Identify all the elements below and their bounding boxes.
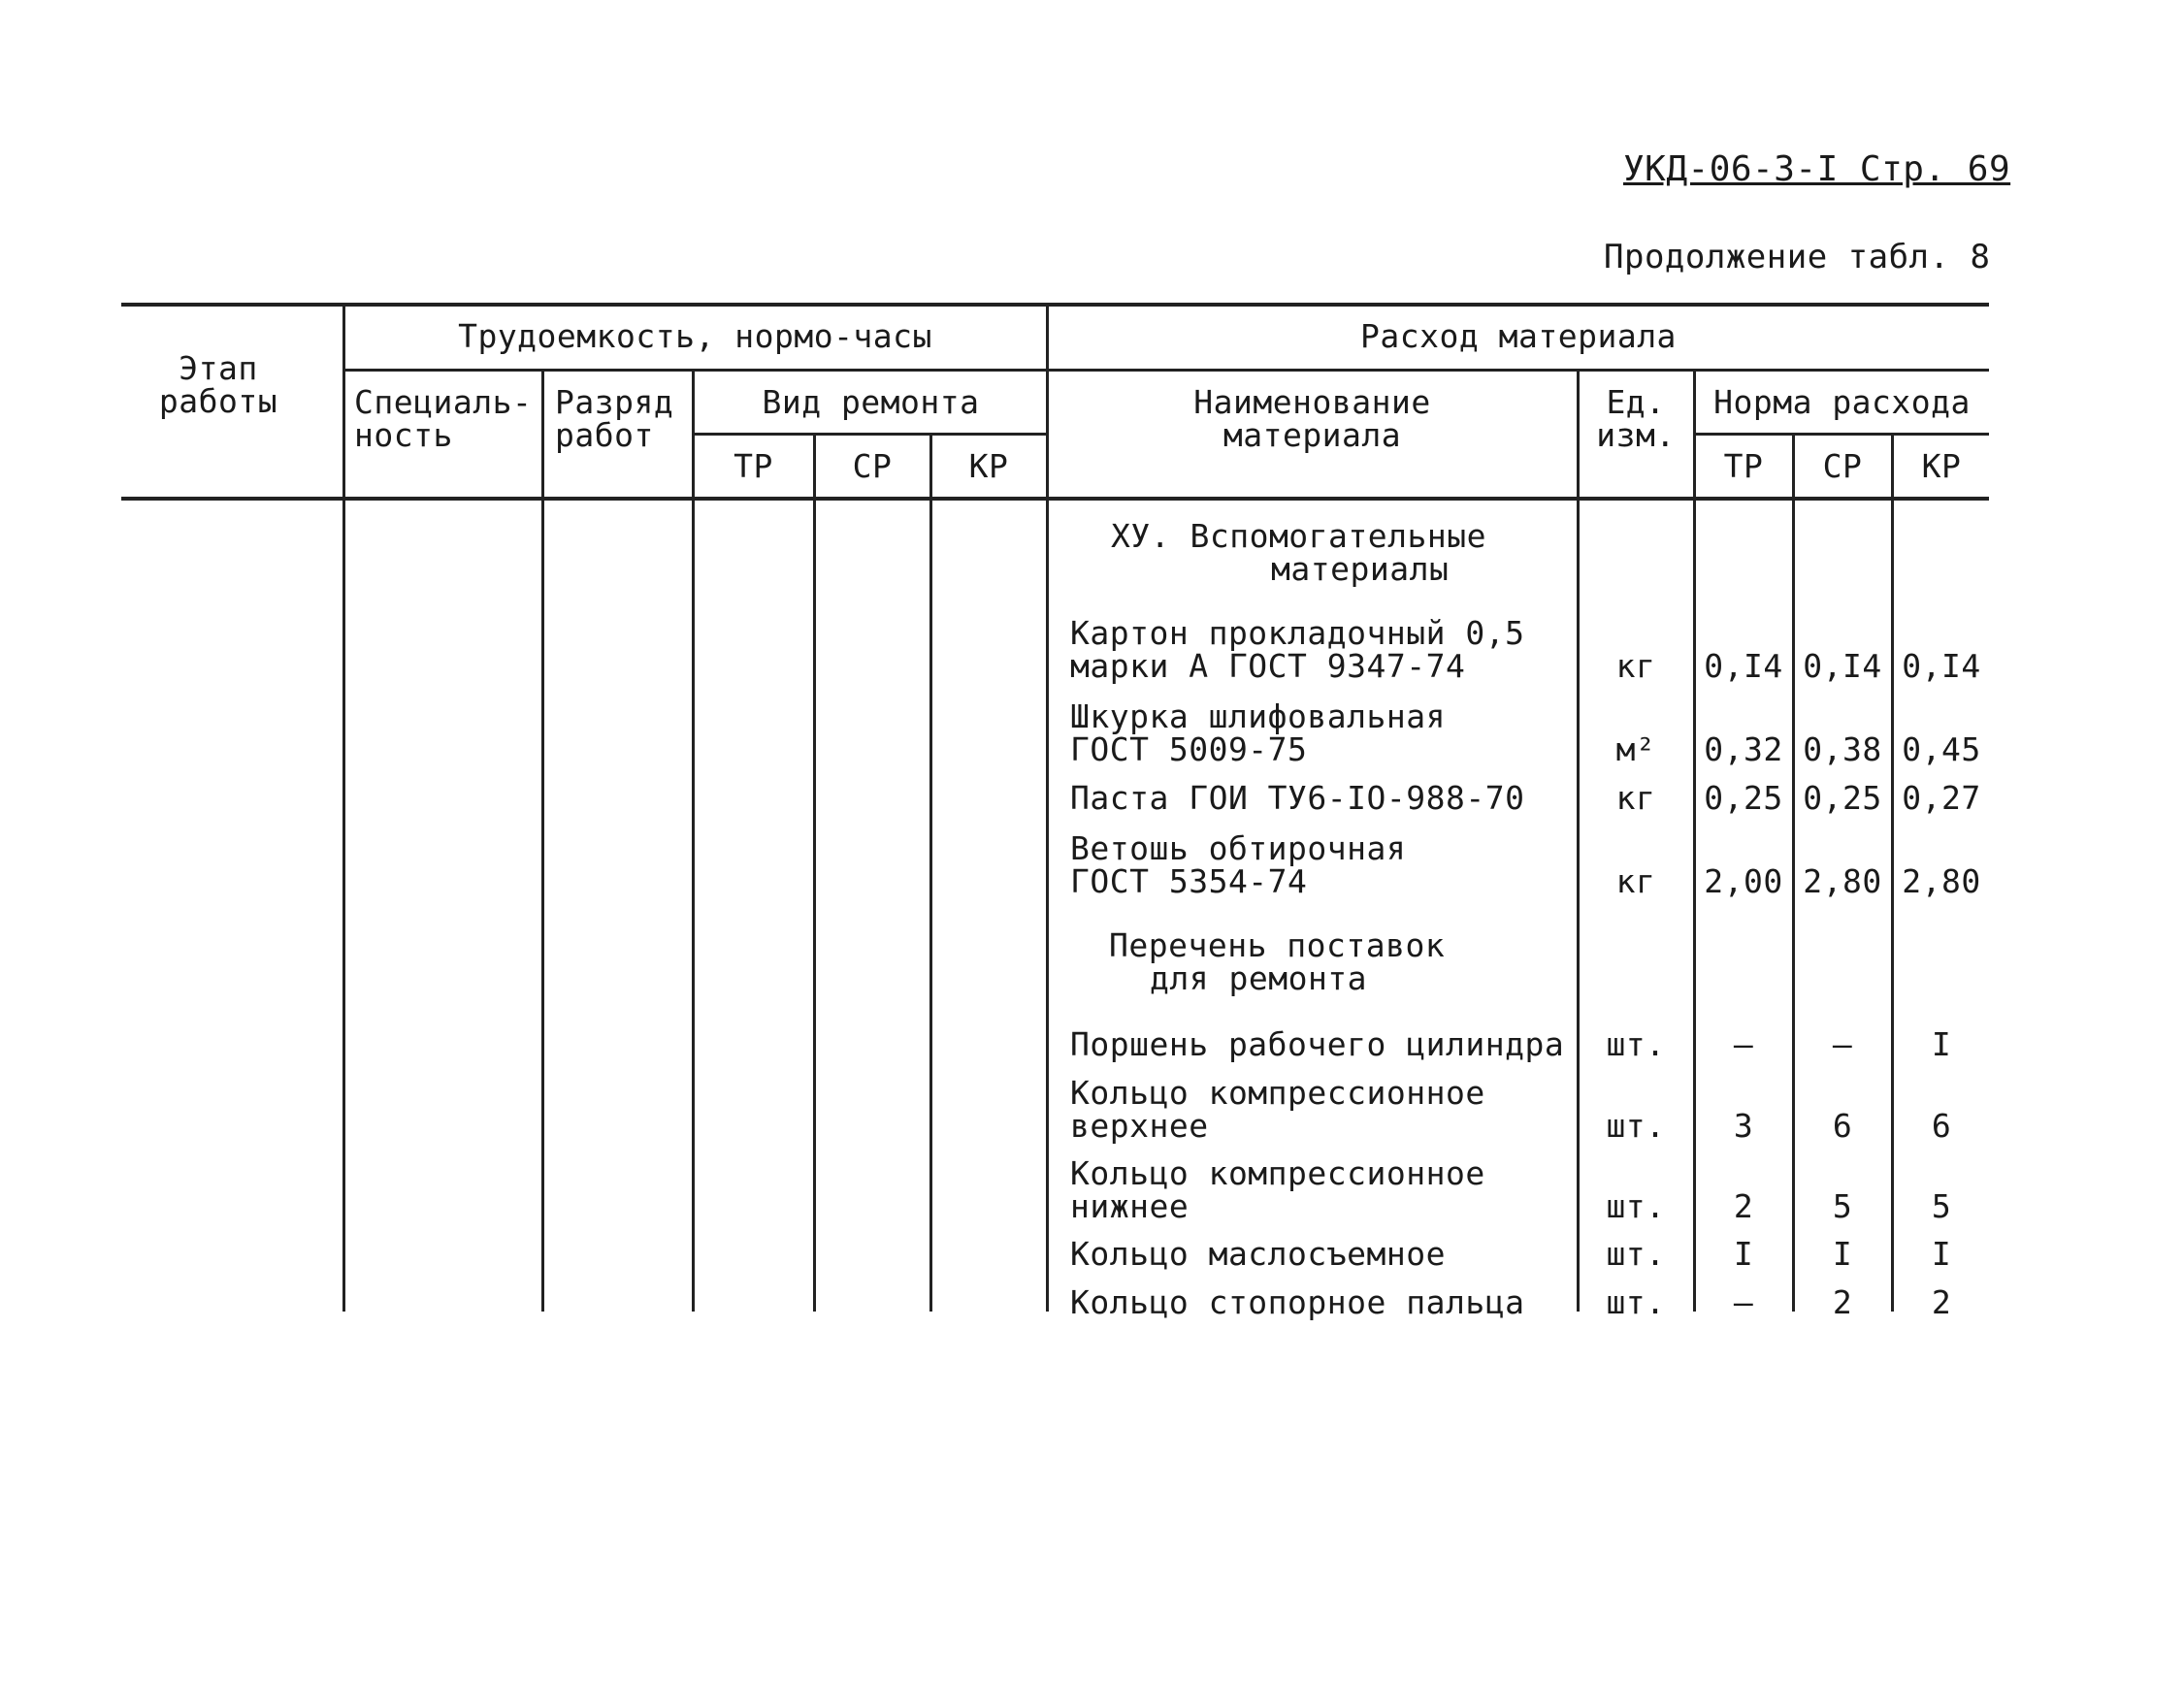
row-9-unit: шт. bbox=[1606, 1283, 1666, 1321]
header-material-name-line1: Наименование bbox=[1193, 383, 1431, 421]
norm-rule bbox=[1693, 433, 1989, 436]
row-1-tr: 0,I4 bbox=[1704, 647, 1783, 685]
header-repair-type: Вид ремонта bbox=[762, 383, 980, 421]
row-1-name-line2: марки А ГОСТ 9347-74 bbox=[1070, 647, 1466, 685]
row-6-tr: 3 bbox=[1733, 1107, 1754, 1145]
row-2-name-line2: ГОСТ 5009-75 bbox=[1070, 730, 1308, 768]
row-6-name-line2: верхнее bbox=[1070, 1107, 1209, 1145]
row-5-sr: – bbox=[1832, 1025, 1853, 1063]
row-2-sr: 0,38 bbox=[1803, 730, 1882, 768]
header-labor-tr: ТР bbox=[733, 447, 773, 485]
row-4-unit: кг bbox=[1615, 862, 1656, 900]
row-6-unit: шт. bbox=[1606, 1107, 1666, 1145]
header-grade-line1: Разряд bbox=[555, 383, 674, 421]
header-group-rule bbox=[344, 369, 1989, 372]
row-5-unit: шт. bbox=[1606, 1025, 1666, 1063]
row-1-sr: 0,I4 bbox=[1803, 647, 1882, 685]
row-3-name-line1: Паста ГОИ ТУ6-IO-988-70 bbox=[1070, 779, 1525, 817]
row-9-kr: 2 bbox=[1931, 1283, 1952, 1321]
col-divider-stage bbox=[342, 303, 345, 1312]
header-grade-line2: работ bbox=[555, 416, 654, 454]
row-8-unit: шт. bbox=[1606, 1235, 1666, 1273]
row-6-kr: 6 bbox=[1931, 1107, 1952, 1145]
row-3-unit: кг bbox=[1615, 779, 1656, 817]
row-5-name-line1: Поршень рабочего цилиндра bbox=[1070, 1025, 1565, 1063]
col-divider-specialty bbox=[541, 369, 544, 1312]
row-9-sr: 2 bbox=[1832, 1283, 1853, 1321]
row-7-tr: 2 bbox=[1733, 1187, 1754, 1225]
col-divider-name bbox=[1577, 369, 1580, 1312]
row-8-name-line1: Кольцо маслосъемное bbox=[1070, 1235, 1446, 1273]
table-top-rule bbox=[121, 303, 1989, 307]
row-2-tr: 0,32 bbox=[1704, 730, 1783, 768]
section-supply-line1: Перечень поставок bbox=[1109, 926, 1446, 964]
header-norm-kr: КР bbox=[1921, 447, 1962, 485]
row-3-kr: 0,27 bbox=[1902, 779, 1981, 817]
row-5-kr: I bbox=[1931, 1025, 1952, 1063]
row-4-name-line1: Ветошь обтирочная bbox=[1070, 829, 1407, 867]
row-2-kr: 0,45 bbox=[1902, 730, 1981, 768]
row-4-kr: 2,80 bbox=[1902, 862, 1981, 900]
row-7-unit: шт. bbox=[1606, 1187, 1666, 1225]
row-8-sr: I bbox=[1832, 1235, 1853, 1273]
header-labor-sr: СР bbox=[852, 447, 893, 485]
row-6-sr: 6 bbox=[1832, 1107, 1853, 1145]
header-unit-line1: Ед. bbox=[1606, 383, 1666, 421]
row-2-unit: м² bbox=[1615, 730, 1656, 768]
row-2-name-line1: Шкурка шлифовальная bbox=[1070, 697, 1446, 735]
row-6-name-line1: Кольцо компрессионное bbox=[1070, 1074, 1485, 1112]
col-divider-sr bbox=[929, 433, 932, 1312]
header-norm-sr: СР bbox=[1822, 447, 1863, 485]
row-4-name-line2: ГОСТ 5354-74 bbox=[1070, 862, 1308, 900]
header-stage-line1: Этап bbox=[179, 349, 258, 387]
section-aux-line2: материалы bbox=[1271, 550, 1450, 588]
header-labor-kr: КР bbox=[968, 447, 1009, 485]
document-code: УКД-06-3-I Стр. 69 bbox=[1623, 149, 2011, 189]
row-8-tr: I bbox=[1733, 1235, 1754, 1273]
row-7-kr: 5 bbox=[1931, 1187, 1952, 1225]
header-consumption: Расход материала bbox=[1360, 317, 1677, 355]
header-labor: Трудоемкость, нормо-часы bbox=[458, 317, 932, 355]
row-4-sr: 2,80 bbox=[1803, 862, 1882, 900]
row-9-tr: – bbox=[1733, 1283, 1754, 1321]
row-1-unit: кг bbox=[1615, 647, 1656, 685]
row-9-name-line1: Кольцо стопорное пальца bbox=[1070, 1283, 1525, 1321]
col-divider-unit bbox=[1693, 369, 1696, 1312]
header-specialty-line1: Специаль- bbox=[354, 383, 533, 421]
header-norm: Норма расхода bbox=[1713, 383, 1971, 421]
section-supply-line2: для ремонта bbox=[1150, 959, 1368, 997]
row-8-kr: I bbox=[1931, 1235, 1952, 1273]
header-norm-tr: ТР bbox=[1723, 447, 1764, 485]
row-3-sr: 0,25 bbox=[1803, 779, 1882, 817]
header-specialty-line2: ность bbox=[354, 416, 453, 454]
row-7-name-line1: Кольцо компрессионное bbox=[1070, 1154, 1485, 1192]
row-1-name-line1: Картон прокладочный 0,5 bbox=[1070, 614, 1525, 652]
row-4-tr: 2,00 bbox=[1704, 862, 1783, 900]
row-7-name-line2: нижнее bbox=[1070, 1187, 1190, 1225]
row-3-tr: 0,25 bbox=[1704, 779, 1783, 817]
col-divider-labor bbox=[1046, 303, 1049, 1312]
section-aux-line1: ХУ. Вспомогательные bbox=[1111, 517, 1486, 555]
header-bottom-rule bbox=[121, 497, 1989, 501]
col-divider-grade bbox=[692, 369, 695, 1312]
row-5-tr: – bbox=[1733, 1025, 1754, 1063]
row-7-sr: 5 bbox=[1832, 1187, 1853, 1225]
row-1-kr: 0,I4 bbox=[1902, 647, 1981, 685]
col-divider-tr bbox=[813, 433, 816, 1312]
header-unit-line2: изм. bbox=[1596, 416, 1676, 454]
repair-type-rule bbox=[694, 433, 1048, 436]
table-continuation-label: Продолжение табл. 8 bbox=[1604, 238, 1991, 276]
header-material-name-line2: материала bbox=[1222, 416, 1402, 454]
header-stage-line2: работы bbox=[158, 382, 278, 420]
